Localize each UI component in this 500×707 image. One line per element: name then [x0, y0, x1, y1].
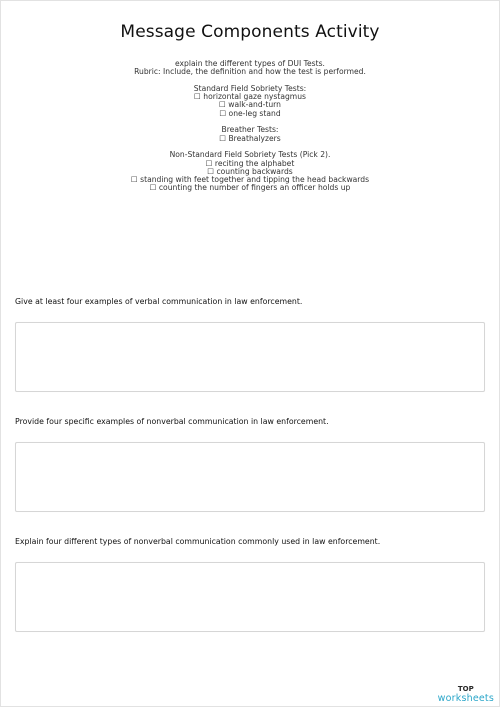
activity-prompt — [0, 60, 500, 193]
page-title: Message Components Activity — [120, 22, 380, 42]
prompt-line: Standard Field Sobriety Tests: — [193, 83, 307, 93]
question-1: Give at least four examples of verbal communication in law enforcement. — [15, 297, 303, 306]
answer-box-1[interactable] — [15, 322, 485, 392]
prompt-line: Rubric: Include, the definition and how the test is performed. — [134, 67, 366, 77]
prompt-line: Breather Tests: — [221, 125, 279, 135]
prompt-line: explain the different types of DUI Tests. — [175, 59, 325, 68]
question-3: Explain four different types of nonverbal communication commonly used in law enforcement. — [15, 537, 381, 546]
prompt-line: ☐ one-leg stand — [219, 108, 281, 118]
logo-top-text: TOP — [457, 685, 474, 693]
prompt-line: ☐ horizontal gaze nystagmus — [194, 92, 306, 102]
prompt-line: ☐ Breathalyzers — [219, 133, 281, 143]
topworksheets-logo — [438, 685, 494, 703]
prompt-line: ☐ walk-and-turn — [219, 100, 281, 110]
question-2: Provide four specific examples of nonverbal communication in law enforcement. — [15, 417, 329, 426]
logo-brand-text: worksheets — [437, 693, 494, 704]
prompt-line: ☐ standing with feet together and tipping the head backwards — [130, 175, 370, 185]
answer-box-2[interactable] — [15, 442, 485, 512]
answer-box-3[interactable] — [15, 562, 485, 632]
prompt-line: ☐ counting the number of fingers an officer holds up — [149, 183, 351, 193]
prompt-line: ☐ reciting the alphabet — [205, 158, 295, 168]
prompt-line: Non-Standard Field Sobriety Tests (Pick 2). — [169, 150, 331, 160]
prompt-line: ☐ counting backwards — [207, 166, 293, 176]
